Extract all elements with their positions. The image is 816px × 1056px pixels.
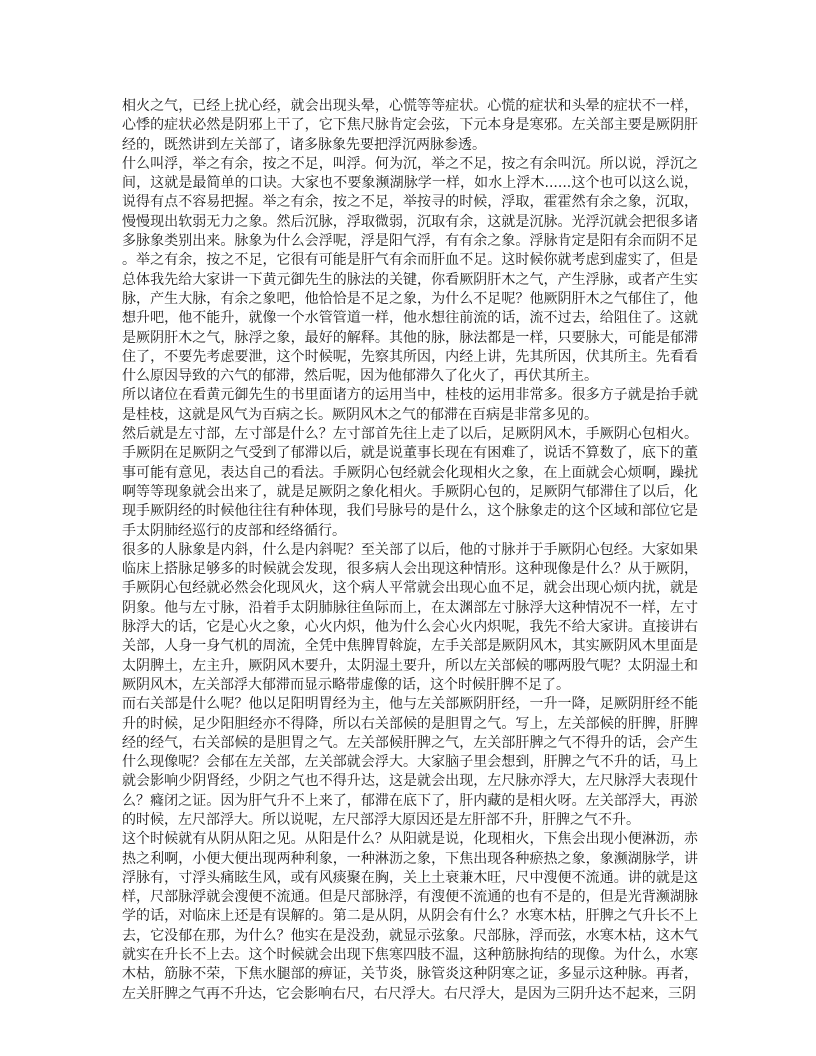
paragraph-6: 而右关部是什么呢？他以足阳明胃经为主，他与左关部厥阴肝经，一升一降，足厥阴肝经不能升的时候，足少阳胆经亦不得降，所以右关部候的是胆胃之气。写上，左关部候的肝脾，肝脾经的经气，右关部候的是胆胃之气。左关部候肝脾之气，左关部肝脾之气不得升的话，会产生什么现像呢？会郁在左关部，左关部就会浮大。大家脑子里会想到，肝脾之气不升的话，马上就会影响少阴肾经，少阴之气也不得升达，这是就会出现，左尺脉亦浮大，左尺脉浮大表现什么？癃闭之证。因为肝气升不上来了，郁滞在底下了，肝内藏的是相火呀。左关部浮大，再淤的时候，左尺部浮大。所以说呢，左尺部浮大原因还是左肝部不升，肝脾之气不升。 [122, 696, 698, 828]
paragraph-2: 什么叫浮，举之有余，按之不足，叫浮。何为沉，举之不足，按之有余叫沉。所以说，浮沉之间，这就是最简单的口诀。大家也不要象濒湖脉学一样，如水上浮木......这个也可以这么说，说得有点不容易把握。举之有余，按之不足，举按寻的时候，浮取，霍霍然有余之象，沉取，慢慢现出软弱无力之象。然后沉脉，浮取微弱，沉取有余，这就是沉脉。光浮沉就会把很多诸多脉象类别出来。脉象为什么会浮呢，浮是阳气浮，有有余之象。浮脉肯定是阳有余而阴不足。举之有余，按之不足，它很有可能是肝气有余而肝血不足。这时候你就考虑到虚实了，但是总体我先给大家讲一下黄元御先生的脉法的关键，你看厥阴肝木之气，产生浮脉，或者产生实脉，产生大脉，有余之象吧，他恰恰是不足之象，为什么不足呢？他厥阴肝木之气郁住了，他想升吧，他不能升，就像一个水管管道一样，他水想往前流的话，流不过去，给阻住了。这就是厥阴肝木之气，脉浮之象，最好的解释。其他的脉，脉法都是一样，只要脉大，可能是郁滞住了，不要先考虑要泄，这个时候呢，先察其所因，内经上讲，先其所因，伏其所主。先看看什么原因导致的六气的郁滞，然后呢，因为他郁滞久了化火了，再伏其所主。 [122, 155, 698, 385]
paragraph-3: 所以诸位在看黄元御先生的书里面诸方的运用当中，桂枝的运用非常多。很多方子就是抬手就是桂枝，这就是风气为百病之长。厥阴风木之气的郁滞在百病是非常多见的。 [122, 387, 698, 423]
paragraph-5: 很多的人脉象是内斜，什么是内斜呢？至关部了以后，他的寸脉并于手厥阴心包经。大家如果临床上搭脉足够多的时候就会发现，很多病人会出现这种情形。这种现像是什么？从于厥阴，手厥阴心包经就必然会化现风火，这个病人平常就会出现心血不足，就会出现心烦内扰，就是阴象。他与左寸脉，沿着手太阴肺脉往鱼际而上，在太渊部左寸脉浮大这种情况不一样，左寸脉浮大的话，它是心火之象，心火内炽，他为什么会心火内炽呢，我先不给大家讲。直接讲右关部，人身一身气机的周流，全凭中焦脾胃斡旋，左手关部是厥阴风木，其实厥阴风木里面是太阴脾土，左主升，厥阴风木要升，太阴湿土要升，所以左关部候的哪两股气呢？太阴湿土和厥阴风木，左关部浮大郁滞而显示略带虚像的话，这个时候肝脾不足了。 [122, 541, 698, 693]
paragraph-4: 然后就是左寸部，左寸部是什么？左寸部首先往上走了以后，足厥阴风木，手厥阴心包相火。手厥阴在足厥阴之气受到了郁滞以后，就是说董事长现在有困难了，说话不算数了，底下的董事可能有意见，表达自己的看法。手厥阴心包经就会化现相火之象，在上面就会心烦啊，躁扰啊等等现象就会出来了，就是足厥阴之象化相火。手厥阴心包的，足厥阴气郁滞住了以后，化现手厥阴经的时候他往往有种体现，我们号脉号的是什么，这个脉象走的这个区域和部位它是手太阴肺经巡行的皮部和经络循行。 [122, 426, 698, 539]
document-page [122, 97, 698, 1004]
paragraph-7: 这个时候就有从阴从阳之见。从阳是什么？从阳就是说，化现相火，下焦会出现小便淋沥，赤热之利啊，小便大便出现两种利象，一种淋沥之象，下焦出现各种瘀热之象，象濒湖脉学，讲浮脉有，寸浮头痛眩生风，或有风痰聚在胸，关上土衰兼木旺，尺中溲便不流通。讲的就是这样，尺部脉浮就会溲便不流通。但是尺部脉浮，有溲便不流通的也有不是的，但是光背濒湖脉学的话，对临床上还是有误解的。第二是从阴，从阴会有什么？水寒木枯，肝脾之气升长不上去，它没郁在那，为什么？他实在是没劲，就显示弦象。尺部脉，浮而弦，水寒木枯，这木气就实在升长不上去。这个时候就会出现下焦寒四肢不温，这种筋脉拘结的现像。为什么，水寒木枯，筋脉不荣，下焦水腿部的痹证，关节炎，脉管炎这种阴寒之证，多显示这种脉。再者，左关肝脾之气再不升达，它会影响右尺，右尺浮大。右尺浮大，是因为三阴升达不起来，三阴 [122, 831, 698, 1002]
paragraph-1: 相火之气，已经上扰心经，就会出现头晕，心慌等等症状。心慌的症状和头晕的症状不一样，心悸的症状必然是阴邪上干了，它下焦尺脉肯定会弦，下元本身是寒邪。左关部主要是厥阴肝经的，既然讲到左关部了，诸多脉象先要把浮沉两脉参透。 [122, 98, 698, 153]
